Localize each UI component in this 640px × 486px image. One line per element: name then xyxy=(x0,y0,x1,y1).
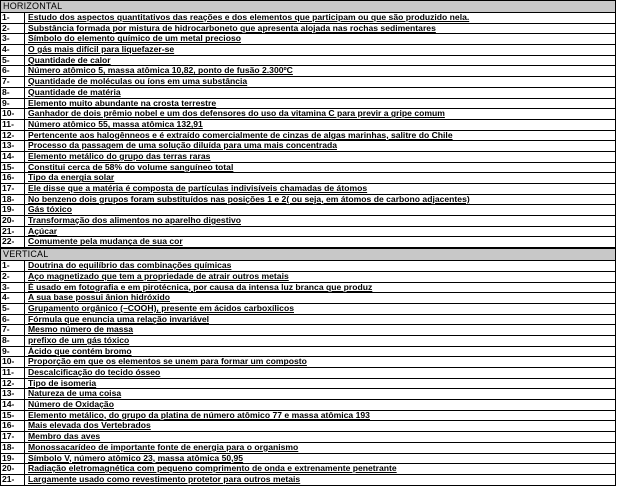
clue-number: 15- xyxy=(1,411,25,421)
vertical-clue-row xyxy=(1,379,615,390)
clue-text: Número atômico 5, massa atômica 10,82, ponto de fusão 2.300ºC xyxy=(28,66,293,76)
clue-number: 10- xyxy=(1,109,25,119)
clue-text: Largamente usado como revestimento protetor para outros metais xyxy=(28,474,301,484)
clue-number: 16- xyxy=(1,421,25,431)
clue-number: 13- xyxy=(1,141,25,151)
clue-text: Fórmula que enuncia uma relação invariável xyxy=(28,314,210,324)
clue-number: 17- xyxy=(1,432,25,442)
clue-number: 19- xyxy=(1,454,25,464)
clue-number: 21- xyxy=(1,227,25,237)
clue-text: Descalcificação do tecido ósseo xyxy=(28,368,161,377)
clue-text: Transformação dos alimentos no aparelho digestivo xyxy=(28,216,241,226)
clue-number: 4- xyxy=(1,293,25,303)
clue-number: 11- xyxy=(1,120,25,130)
horizontal-clue-row xyxy=(1,99,615,110)
horizontal-clue-row xyxy=(1,56,615,67)
vertical-clue-row xyxy=(1,293,615,304)
clue-text: Radiação eletromagnética com pequeno comprimento de onda e extrenamente penetrante xyxy=(28,464,397,474)
clue-text: O gás mais difícil para liquefazer-se xyxy=(28,45,175,55)
clue-text: Açúcar xyxy=(28,226,58,236)
vertical-clue-list xyxy=(1,261,615,485)
clue-number: 18- xyxy=(1,195,25,205)
clue-text: Proporção em que os elementos se unem para formar um composto xyxy=(28,357,307,367)
clue-text: Mais elevada dos Vertebrados xyxy=(28,421,151,431)
clue-number: 9- xyxy=(1,347,25,357)
vertical-clue-row xyxy=(1,304,615,315)
vertical-clue-row xyxy=(1,411,615,422)
clue-text: Grupamento orgânico (–COOH), presente em ácidos carboxílicos xyxy=(28,303,294,313)
clue-text: Quantidade de matéria xyxy=(28,87,121,97)
horizontal-clue-row xyxy=(1,216,615,227)
clue-text: Estudo dos aspectos quantitativos das reações e dos elementos que participam ou que são produzido nela. xyxy=(28,13,470,22)
horizontal-clue-row xyxy=(1,13,615,24)
clue-number: 1- xyxy=(1,261,25,271)
clue-text: Monossacarídeo de importante fonte de energia para o organismo xyxy=(28,442,299,452)
horizontal-clue-row xyxy=(1,109,615,120)
horizontal-clue-row xyxy=(1,24,615,35)
clue-text: Ganhador de dois prêmio nobel e um dos defensores do uso da vitamina C para previr a gripe comum xyxy=(28,109,445,119)
vertical-clue-row xyxy=(1,368,615,379)
clue-text: Pertencente aos halogênneos e é extraído comercialmente de cinzas de algas marinhas, salitre do Chile xyxy=(28,130,453,140)
clue-text: Quantidade de calor xyxy=(28,55,111,65)
vertical-clue-row xyxy=(1,432,615,443)
clue-number: 2- xyxy=(1,272,25,282)
clue-text: No benzeno dois grupos foram substituídos nas posições 1 e 2( ou seja, em átomos de carbono adjacentes) xyxy=(28,194,470,204)
horizontal-clue-row xyxy=(1,45,615,56)
vertical-clue-row xyxy=(1,443,615,454)
clue-text: Gás tóxico xyxy=(28,205,72,215)
clue-number: 21- xyxy=(1,475,25,485)
clue-number: 6- xyxy=(1,315,25,325)
clue-number: 2- xyxy=(1,24,25,34)
horizontal-clue-row xyxy=(1,184,615,195)
vertical-clue-row xyxy=(1,336,615,347)
clue-text: Comumente pela mudança de sua cor xyxy=(28,237,183,247)
clue-text: Símbolo do elemento químico de um metal precioso xyxy=(28,34,241,44)
clue-number: 20- xyxy=(1,216,25,226)
clue-text: Símbolo V, número atômico 23, massa atômica 50,95 xyxy=(28,453,244,463)
clue-text: Número de Oxidação xyxy=(28,400,114,410)
clue-number: 3- xyxy=(1,34,25,44)
clue-number: 7- xyxy=(1,325,25,335)
clue-number: 14- xyxy=(1,400,25,410)
clue-text: Substância formada por mistura de hidrocarboneto que apresenta alojada nas rochas sedimentares xyxy=(28,23,436,33)
horizontal-clue-row xyxy=(1,237,615,248)
horizontal-clue-row xyxy=(1,195,615,206)
clue-text: Elemento metálico do grupo das terras raras xyxy=(28,151,211,161)
clue-text: Tipo da energia solar xyxy=(28,173,115,183)
horizontal-clue-row xyxy=(1,66,615,77)
horizontal-clue-list xyxy=(1,13,615,248)
clue-number: 1- xyxy=(1,13,25,23)
horizontal-clue-row xyxy=(1,88,615,99)
horizontal-clue-row xyxy=(1,227,615,238)
horizontal-section-header: HORIZONTAL xyxy=(1,0,615,13)
clue-text: Membro das aves xyxy=(28,432,101,442)
clue-number: 16- xyxy=(1,173,25,183)
vertical-clue-row xyxy=(1,400,615,411)
clue-text: A sua base possui ânion hidróxido xyxy=(28,293,170,303)
vertical-section-header: VERTICAL xyxy=(1,248,615,261)
clue-number: 5- xyxy=(1,56,25,66)
vertical-clue-row xyxy=(1,272,615,283)
clue-text: Aço magnetizado que tem a propriedade de atrair outros metais xyxy=(28,271,289,281)
clue-number: 6- xyxy=(1,66,25,76)
clue-text: Tipo de isomeria xyxy=(28,378,97,388)
clue-number: 9- xyxy=(1,99,25,109)
clue-number: 10- xyxy=(1,357,25,367)
clue-number: 4- xyxy=(1,45,25,55)
vertical-clue-row xyxy=(1,283,615,294)
clue-text: Ácido que contém bromo xyxy=(28,346,132,356)
clue-number: 17- xyxy=(1,184,25,194)
clue-text: Número atômico 55, massa atômica 132,91 xyxy=(28,119,203,129)
vertical-clue-row xyxy=(1,421,615,432)
clue-number: 22- xyxy=(1,237,25,247)
horizontal-clue-row xyxy=(1,152,615,163)
horizontal-clue-row xyxy=(1,141,615,152)
vertical-clue-row xyxy=(1,347,615,358)
clue-text: Constitui cerca de 58% do volume sanguíneo total xyxy=(28,162,234,172)
vertical-clue-row xyxy=(1,389,615,400)
clue-number: 20- xyxy=(1,464,25,474)
clue-text: Mesmo número de massa xyxy=(28,325,134,335)
vertical-clue-row xyxy=(1,475,615,486)
clue-number: 5- xyxy=(1,304,25,314)
horizontal-clue-row xyxy=(1,77,615,88)
clue-text: Quantidade de moléculas ou íons em uma substância xyxy=(28,77,248,87)
clue-number: 8- xyxy=(1,88,25,98)
clue-text: É usado em fotografia e em pirotécnica, por causa da intensa luz branca que produz xyxy=(28,282,373,292)
clue-number: 14- xyxy=(1,152,25,162)
clue-number: 12- xyxy=(1,379,25,389)
clue-text: Ele disse que a matéria é composta de partículas indivisíveis chamadas de átomos xyxy=(28,184,368,193)
vertical-clue-row xyxy=(1,464,615,475)
vertical-clue-row xyxy=(1,454,615,465)
horizontal-clue-row xyxy=(1,120,615,131)
clue-text: Processo da passagem de uma solução diluída para uma mais concentrada xyxy=(28,141,338,151)
clue-number: 11- xyxy=(1,368,25,378)
horizontal-clue-row xyxy=(1,131,615,142)
clue-number: 19- xyxy=(1,205,25,215)
clue-number: 15- xyxy=(1,163,25,173)
horizontal-clue-row xyxy=(1,34,615,45)
horizontal-clue-row xyxy=(1,205,615,216)
clue-number: 8- xyxy=(1,336,25,346)
horizontal-clue-row xyxy=(1,163,615,174)
clue-number: 3- xyxy=(1,283,25,293)
clue-number: 12- xyxy=(1,131,25,141)
vertical-clue-row xyxy=(1,357,615,368)
clue-number: 13- xyxy=(1,389,25,399)
clue-text: Elemento metálico, do grupo da platina de número atômico 77 e massa atômica 193 xyxy=(28,410,370,420)
horizontal-clue-row xyxy=(1,173,615,184)
clue-text: Doutrina do equilíbrio das combinações químicas xyxy=(28,261,232,271)
clue-text: prefixo de um gás tóxico xyxy=(28,335,130,345)
clue-text: Natureza de uma coisa xyxy=(28,389,122,399)
clue-text: Elemento muito abundante na crosta terrestre xyxy=(28,98,217,108)
clue-number: 18- xyxy=(1,443,25,453)
vertical-clue-row xyxy=(1,315,615,326)
vertical-clue-row xyxy=(1,325,615,336)
vertical-clue-row xyxy=(1,261,615,272)
clue-number: 7- xyxy=(1,77,25,87)
